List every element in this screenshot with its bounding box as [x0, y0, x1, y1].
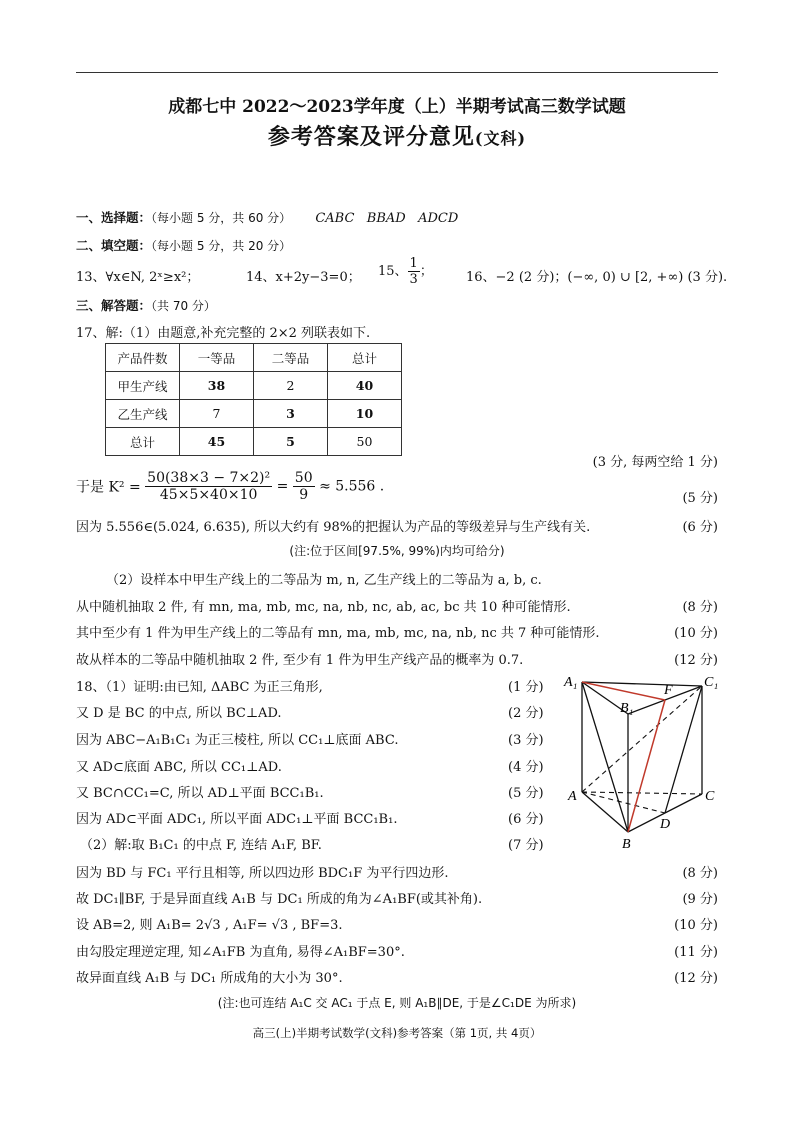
q17-part2-line1: （2）设样本中甲生产线上的二等品为 m, n, 乙生产线上的二等品为 a, b, c.: [106, 573, 542, 588]
contingency-table: [105, 343, 402, 456]
q13: 13、∀x∈N, 2ˣ≥x²；: [76, 270, 200, 285]
q17-part2-line3-score: (10 分): [674, 626, 718, 641]
table-cell: 总计: [106, 428, 180, 456]
edge-BF: [628, 700, 665, 832]
q18-tail-line: 故 DC₁∥BF, 于是异面直线 A₁B 与 DC₁ 所成的角为∠A₁BF(或其补角).: [76, 892, 483, 907]
table-cell: 3: [254, 400, 328, 428]
table-cell: 5: [254, 428, 328, 456]
q18-line: 18、（1）证明:由已知, ΔABC 为正三角形,: [76, 680, 323, 695]
part2-label: 二、填空题：: [76, 238, 152, 253]
k2-formula: [76, 470, 384, 503]
table-header-cell: 二等品: [254, 344, 328, 372]
label-C: C: [705, 789, 715, 804]
table-cell: 2: [254, 372, 328, 400]
q18-line-score: (3 分): [508, 733, 544, 748]
k2-score: (5 分): [682, 491, 718, 506]
q18-line-score: (2 分): [508, 706, 544, 721]
q18-tail-line: 故异面直线 A₁B 与 DC₁ 所成角的大小为 30°.: [76, 971, 343, 986]
q17-part2-line4-score: (12 分): [674, 653, 718, 668]
q15: [378, 256, 433, 287]
table-cell: 10: [328, 400, 402, 428]
part1-row: [76, 208, 458, 226]
k2-numerator-2: 50: [294, 470, 313, 486]
q15-numerator: 1: [409, 256, 418, 271]
q17-intro: 17、解:（1）由题意,补充完整的 2×2 列联表如下.: [76, 326, 371, 341]
q17-since: 因为 5.556∈(5.024, 6.635), 所以大约有 98%的把握认为产品的等级差异与生产线有关.: [76, 520, 591, 535]
part3-row: [76, 296, 216, 314]
label-C1: C₁: [704, 675, 719, 690]
subtitle-main: 参考答案及评分意见: [267, 124, 475, 150]
table-header-cell: 产品件数: [106, 344, 180, 372]
table-cell: 40: [328, 372, 402, 400]
edge-AC: [582, 792, 702, 794]
page-footer: 高三(上)半期考试数学(文科)参考答案（第 1页, 共 4页）: [252, 1026, 542, 1040]
q15-suffix: ；: [419, 264, 433, 279]
table-header-cell: 总计: [328, 344, 402, 372]
part2-note: （每小题 5 分，共 20 分）: [151, 239, 292, 253]
q17-part2-line2: 从中随机抽取 2 件, 有 mn, ma, mb, mc, na, nb, nc, ab, ac, bc 共 10 种可能情形.: [76, 600, 571, 615]
k2-equals: =: [276, 478, 289, 495]
label-B: B: [622, 837, 631, 852]
prism-figure: [562, 664, 722, 856]
q18-note: (注:也可连结 A₁C 交 AC₁ 于点 E, 则 A₁B∥DE, 于是∠C₁DE 为所求): [217, 996, 577, 1010]
q18-line: （2）解:取 B₁C₁ 的中点 F, 连结 A₁F, BF.: [80, 838, 322, 853]
q17-part2-line2-score: (8 分): [682, 600, 718, 615]
k2-result: ≈ 5.556 .: [319, 478, 385, 495]
k2-denominator: 45×5×40×10: [159, 487, 258, 503]
table-cell: 乙生产线: [106, 400, 180, 428]
q18-tail-line: 由勾股定理逆定理, 知∠A₁FB 为直角, 易得∠A₁BF=30°.: [76, 945, 405, 960]
q17-note: (注:位于区间[97.5%, 99%)内均可给分): [289, 544, 505, 558]
q18-line: 又 BC∩CC₁=C, 所以 AD⊥平面 BCC₁B₁.: [76, 786, 324, 801]
page-subtitle: [0, 120, 794, 151]
prism-solid-edges: [582, 682, 702, 832]
table-score: (3 分, 每两空给 1 分): [592, 455, 718, 470]
q14: 14、x+2y−3=0；: [246, 270, 361, 285]
table-header-row: [106, 344, 402, 372]
q18-line: 因为 AD⊂平面 ADC₁, 所以平面 ADC₁⊥平面 BCC₁B₁.: [76, 812, 398, 827]
part3-label: 三、解答题：: [76, 298, 152, 313]
q17-part2-line3: 其中至少有 1 件为甲生产线上的二等品有 mn, ma, mb, mc, na, nb, nc 共 7 种可能情形.: [76, 626, 600, 641]
q18-line: 因为 ABC−A₁B₁C₁ 为正三棱柱, 所以 CC₁⊥底面 ABC.: [76, 733, 399, 748]
table-row: [106, 428, 402, 456]
q18-line-score: (7 分): [508, 838, 544, 853]
label-B1: B₁: [620, 701, 634, 716]
k2-fraction: [145, 470, 272, 503]
q18-line: 又 D 是 BC 的中点, 所以 BC⊥AD.: [76, 706, 282, 721]
q18-tail-line: 因为 BD 与 FC₁ 平行且相等, 所以四边形 BDC₁F 为平行四边形.: [76, 866, 449, 881]
part1-note: （每小题 5 分，共 60 分）: [151, 211, 292, 225]
q18-line: 又 AD⊂底面 ABC, 所以 CC₁⊥AD.: [76, 760, 282, 775]
table-cell: 38: [180, 372, 254, 400]
label-F: F: [664, 683, 673, 698]
q18-line-score: (4 分): [508, 760, 544, 775]
page-title: 成都七中 2022～2023学年度（上）半期考试高三数学试题: [168, 97, 626, 117]
q16: 16、−2 (2 分)；(−∞, 0) ∪ [2, +∞) (3 分).: [466, 270, 728, 285]
part1-label: 一、选择题：: [76, 210, 152, 225]
table-header-cell: 一等品: [180, 344, 254, 372]
q15-denominator: 3: [409, 272, 418, 287]
q18-tail-score: (11 分): [674, 945, 718, 960]
q18-tail-score: (8 分): [682, 866, 718, 881]
label-A: A: [568, 789, 577, 804]
table-cell: 45: [180, 428, 254, 456]
label-D: D: [660, 817, 671, 832]
table-cell: 50: [328, 428, 402, 456]
k2-prefix: 于是 K² =: [76, 479, 141, 496]
k2-fraction-2: [293, 470, 315, 503]
table-cell: 7: [180, 400, 254, 428]
edge-AB: [582, 792, 628, 832]
table-row: [106, 372, 402, 400]
part3-note: （共 70 分）: [151, 299, 216, 313]
k2-denominator-2: 9: [299, 487, 309, 503]
part2-row: [76, 236, 291, 254]
table-row: [106, 400, 402, 428]
q18-line-score: (1 分): [508, 680, 544, 695]
q18-line-score: (5 分): [508, 786, 544, 801]
table-cell: 甲生产线: [106, 372, 180, 400]
q17-since-score: (6 分): [682, 520, 718, 535]
part1-answers: CABC BBAD ADCD: [315, 211, 459, 226]
subtitle-tag: (文科): [474, 129, 527, 148]
q18-tail-score: (10 分): [674, 918, 718, 933]
q15-prefix: 15、: [378, 264, 408, 279]
top-rule: [76, 72, 718, 73]
q18-line-score: (6 分): [508, 812, 544, 827]
k2-numerator: 50(38×3 − 7×2)²: [147, 470, 271, 486]
q18-tail-score: (9 分): [682, 892, 718, 907]
q18-tail-score: (12 分): [674, 971, 718, 986]
q15-fraction: [408, 256, 420, 287]
q17-part2-line4: 故从样本的二等品中随机抽取 2 件, 至少有 1 件为甲生产线产品的概率为 0.7.: [76, 653, 524, 668]
q18-tail-line: 设 AB=2, 则 A₁B= 2√3 , A₁F= √3 , BF=3.: [76, 918, 343, 933]
label-A1: A₁: [564, 675, 578, 690]
